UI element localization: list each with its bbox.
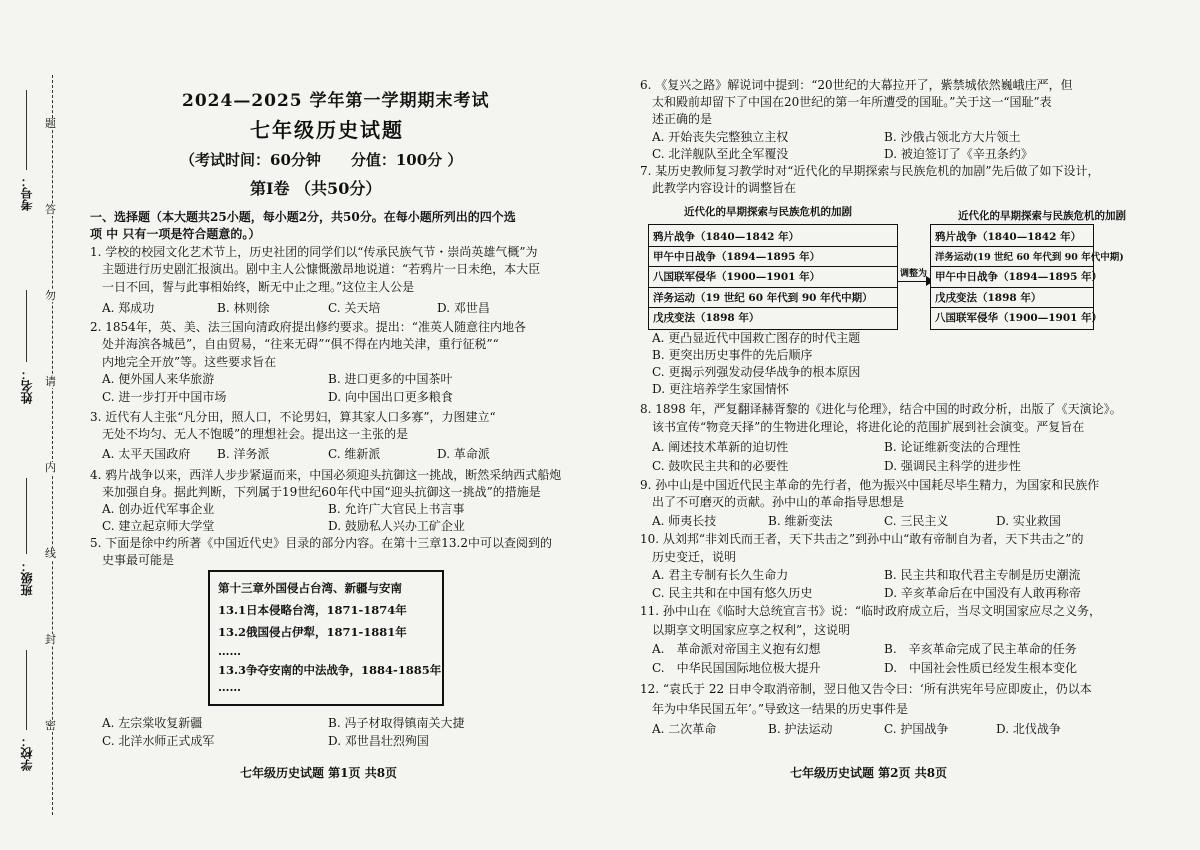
- q3-option-d[interactable]: D. 革命派: [437, 447, 490, 461]
- q12-option-b[interactable]: B. 护法运动: [768, 722, 833, 736]
- q4-option-c[interactable]: C. 建立起京师大学堂: [102, 519, 215, 533]
- q7-right-table: [930, 224, 1124, 330]
- toc-item: 13.2俄国侵占伊犁，1871-1881年: [218, 625, 407, 639]
- toc-ellipsis: ……: [218, 680, 241, 694]
- q3-option-c[interactable]: C. 维新派: [328, 447, 381, 461]
- q7-right-row: 八国联军侵华（1900—1901 年）: [931, 307, 1093, 325]
- q7-left-table: [648, 224, 898, 330]
- q7-right-row: 洋务运动(19 世纪 60 年代到 90 年代中期): [931, 246, 1093, 263]
- q7-left-row: 戊戌变法（1898 年）: [649, 307, 897, 325]
- question-6-text: 太和殿前却留下了中国在20世纪的第一年所遭受的国耻。”关于这一“国耻”表: [652, 95, 1052, 109]
- question-6-text: 述正确的是: [652, 112, 713, 126]
- seal-char: 封: [45, 633, 56, 646]
- question-1-text: 一日不回，誓与此事相始终，断无中止之理。”这位主人公是: [102, 280, 415, 294]
- seal-char: 线: [45, 547, 56, 560]
- q7-right-row: 戊戌变法（1898 年）: [931, 287, 1093, 305]
- question-4-text: 来加强自身。据此判断，下列属于19世纪60年代中国“迎头抗御这一挑战”的措施是: [102, 485, 541, 499]
- q2-option-c[interactable]: C. 进一步打开中国市场: [102, 390, 227, 404]
- q12-option-c[interactable]: C. 护国战争: [884, 722, 949, 736]
- q7-option-c[interactable]: C. 更揭示列强发动侵华战争的根本原因: [652, 365, 861, 379]
- q5-option-b[interactable]: B. 冯子材取得镇南关大捷: [328, 716, 465, 730]
- q6-option-d[interactable]: D. 被迫签订了《辛丑条约》: [884, 147, 1033, 161]
- q11-option-c[interactable]: C. 中华民国国际地位极大提升: [652, 661, 821, 675]
- question-2-text: 处并海滨各城邑”，自由贸易，“往来无碍”“俱不得在内地关津，重行征税”“: [102, 337, 499, 351]
- question-5-text: 史事最可能是: [102, 553, 175, 567]
- question-2-text: 内地完全开放”等。这些要求旨在: [102, 355, 277, 369]
- q12-option-d[interactable]: D. 北伐战争: [996, 722, 1061, 736]
- q8-option-c[interactable]: C. 鼓吹民主共和的必要性: [652, 459, 789, 473]
- question-4-text: 4. 鸦片战争以来，西洋人步步紧逼而来，中国必须迎头抗御这一挑战，断然采纳西式船炮: [90, 468, 562, 482]
- q1-option-b[interactable]: B. 林则徐: [217, 301, 270, 315]
- exam-title: 2024—2025 学年第一学期期末考试: [182, 91, 490, 111]
- q7-option-d[interactable]: D. 更注培养学生家国情怀: [652, 382, 789, 396]
- q7-left-row: 八国联军侵华（1900—1901 年）: [649, 266, 897, 284]
- q4-option-b[interactable]: B. 允许广大官民上书言事: [328, 502, 465, 516]
- q9-option-c[interactable]: C. 三民主义: [884, 514, 949, 528]
- q10-option-d[interactable]: D. 辛亥革命后在中国没有人敢再称帝: [884, 586, 1081, 600]
- question-11-text: 11. 孙中山在《临时大总统宣言书》说：“临时政府成立后，当尽文明国家应尽之义务，: [640, 604, 1102, 618]
- seal-line: [52, 75, 53, 815]
- question-10-text: 历史变迁，说明: [652, 550, 737, 564]
- question-12-text: 12. “袁氏于 22 日申令取消帝制，翌日他又告令曰：‘所有洪宪年号应即废止，仍以本: [640, 682, 1092, 696]
- q8-option-b[interactable]: B. 论证维新变法的合理性: [884, 440, 1021, 454]
- q7-option-b[interactable]: B. 更突出历史事件的先后顺序: [652, 348, 813, 362]
- q2-option-d[interactable]: D. 向中国出口更多粮食: [328, 390, 453, 404]
- question-3-text: 无处不均匀、无人不饱暖”的理想社会。提出这一主张的是: [102, 427, 409, 441]
- q9-option-b[interactable]: B. 维新变法: [768, 514, 833, 528]
- name-label: 姓名：: [20, 368, 34, 404]
- q9-option-d[interactable]: D. 实业救国: [996, 514, 1061, 528]
- q1-option-d[interactable]: D. 邓世昌: [437, 301, 490, 315]
- name-blank[interactable]: [26, 290, 27, 362]
- q12-option-a[interactable]: A. 二次革命: [652, 722, 717, 736]
- q10-option-b[interactable]: B. 民主共和取代君主专制是历史潮流: [884, 568, 1081, 582]
- q3-option-a[interactable]: A. 太平天国政府: [102, 447, 191, 461]
- question-5-text: 5. 下面是徐中约所著《中国近代史》目录的部分内容。在第十三章13.2中可以查阅到的: [90, 536, 552, 550]
- question-8-text: 该书宣传“物竞天择”的生物进化理论，将进化论的范围扩展到社会演变。严复旨在: [652, 420, 1085, 434]
- question-11-text: 以期享文明国家应享之权利”，这说明: [652, 623, 851, 637]
- volume-title: 第Ⅰ卷 （共50分）: [250, 179, 382, 198]
- toc-item: 13.1日本侵略台湾，1871-1874年: [218, 603, 407, 617]
- question-2-text: 2. 1854年，英、美、法三国向清政府提出修约要求。提出：“准英人随意往内地各: [90, 320, 526, 334]
- q7-left-row: 甲午中日战争（1894—1895 年）: [649, 246, 897, 264]
- q4-option-d[interactable]: D. 鼓励私人兴办工矿企业: [328, 519, 465, 533]
- class-label: 班级：: [20, 560, 34, 596]
- class-blank[interactable]: [26, 478, 27, 554]
- toc-ellipsis: ……: [218, 644, 241, 658]
- seal-char: 内: [45, 461, 56, 474]
- school-label: 学校：: [20, 735, 34, 771]
- q1-option-a[interactable]: A. 郑成功: [102, 301, 155, 315]
- exam-info: （考试时间：60分钟 分值：100分 ）: [180, 151, 463, 169]
- adjust-label: 调整为: [900, 269, 928, 279]
- question-10-text: 10. 从刘邦“非刘氏而王者，天下共击之”到孙中山“敢有帝制自为者，天下共击之”的: [640, 532, 1084, 546]
- section-instruction: 项 中 只有一项是符合题意的。）: [90, 227, 261, 241]
- toc-chapter: 第十三章外国侵占台湾、新疆与安南: [218, 581, 402, 595]
- q7-left-title: 近代化的早期探索与民族危机的加剧: [684, 206, 852, 218]
- binding-strip: [0, 0, 62, 850]
- question-8-text: 8. 1898 年，严复翻译赫胥黎的《进化与伦理》，结合中国的时政分析，出版了《天演论》。: [640, 402, 1122, 416]
- page-footer: 七年级历史试题 第2页 共8页: [790, 766, 948, 780]
- q2-option-b[interactable]: B. 进口更多的中国茶叶: [328, 372, 453, 386]
- q8-option-a[interactable]: A. 阐述技术革新的迫切性: [652, 440, 789, 454]
- q11-option-a[interactable]: A. 革命派对帝国主义抱有幻想: [652, 642, 821, 656]
- seal-char: 答: [45, 203, 56, 216]
- q5-option-a[interactable]: A. 左宗棠收复新疆: [102, 716, 203, 730]
- q6-option-a[interactable]: A. 开始丧失完整独立主权: [652, 130, 789, 144]
- q7-right-row: 甲午中日战争（1894—1895 年）: [931, 266, 1093, 284]
- q11-option-b[interactable]: B. 辛亥革命完成了民主革命的任务: [884, 642, 1077, 656]
- q5-option-c[interactable]: C. 北洋水师正式成军: [102, 734, 215, 748]
- question-3-text: 3. 近代有人主张“凡分田，照人口，不论男妇，算其家人口多寡”，力图建立“: [90, 410, 496, 424]
- seal-char: 题: [45, 117, 56, 130]
- q11-option-d[interactable]: D. 中国社会性质已经发生根本变化: [884, 661, 1078, 675]
- question-7-text: 此教学内容设计的调整旨在: [652, 181, 797, 195]
- q1-option-c[interactable]: C. 关天培: [328, 301, 381, 315]
- q7-option-a[interactable]: A. 更凸显近代中国救亡图存的时代主题: [652, 331, 861, 345]
- page-footer: 七年级历史试题 第1页 共8页: [240, 766, 398, 780]
- q7-right-title: 近代化的早期探索与民族危机的加剧: [958, 210, 1126, 222]
- adjust-arrow: [898, 281, 928, 282]
- seal-char: 密: [45, 719, 56, 732]
- question-9-text: 9. 孙中山是中国近代民主革命的先行者，他为振兴中国耗尽毕生精力，为国家和民族作: [640, 478, 1100, 492]
- exam-number-label: 考号：: [20, 175, 34, 211]
- q3-option-b[interactable]: B. 洋务派: [217, 447, 270, 461]
- q10-option-c[interactable]: C. 民主共和在中国有悠久历史: [652, 586, 813, 600]
- q5-option-d[interactable]: D. 邓世昌壮烈殉国: [328, 734, 429, 748]
- question-7-text: 7. 某历史教师复习教学时对“近代化的早期探索与民族危机的加剧”先后做了如下设计，: [640, 164, 1100, 178]
- q6-option-c[interactable]: C. 北洋舰队至此全军覆没: [652, 147, 789, 161]
- q10-option-a[interactable]: A. 君主专制有长久生命力: [652, 568, 789, 582]
- seal-char: 勿: [45, 289, 56, 302]
- subject-title: 七年级历史试题: [250, 118, 404, 142]
- question-1-text: 主题进行历史剧汇报演出。剧中主人公慷慨激昂地说道：“若鸦片一日未绝，本大臣: [102, 262, 541, 276]
- question-6-text: 6. 《复兴之路》解说词中提到：“20世纪的大幕拉开了，紫禁城依然巍峨庄严，但: [640, 78, 1073, 92]
- q9-option-a[interactable]: A. 师夷长技: [652, 514, 717, 528]
- section-instruction: 一、选择题（本大题共25小题，每小题2分，共50分。在每小题所列出的四个选: [90, 210, 516, 224]
- question-1-text: 1. 学校的校园文化艺术节上，历史社团的同学们以“传承民族气节・崇尚英雄气概”为: [90, 245, 538, 259]
- table-of-contents-box: [208, 570, 444, 706]
- school-blank[interactable]: [26, 650, 27, 730]
- question-9-text: 出了不可磨灭的贡献。孙中山的革命指导思想是: [652, 495, 905, 509]
- q2-option-a[interactable]: A. 便外国人来华旅游: [102, 372, 215, 386]
- q7-right-row: 鸦片战争（1840—1842 年）: [935, 231, 1082, 243]
- question-12-text: 年为中华民国五年’。”导致这一结果的历史事件是: [652, 702, 908, 716]
- q7-left-row: 鸦片战争（1840—1842 年）: [653, 231, 800, 243]
- q4-option-a[interactable]: A. 创办近代军事企业: [102, 502, 215, 516]
- toc-item: 13.3争夺安南的中法战争，1884-1885年: [218, 663, 442, 677]
- q6-option-b[interactable]: B. 沙俄占领北方大片领土: [884, 130, 1021, 144]
- q7-left-row: 洋务运动（19 世纪 60 年代到 90 年代中期）: [649, 287, 897, 305]
- exam-number-blank[interactable]: [26, 90, 27, 170]
- q8-option-d[interactable]: D. 强调民主科学的进步性: [884, 459, 1021, 473]
- seal-char: 请: [45, 375, 56, 388]
